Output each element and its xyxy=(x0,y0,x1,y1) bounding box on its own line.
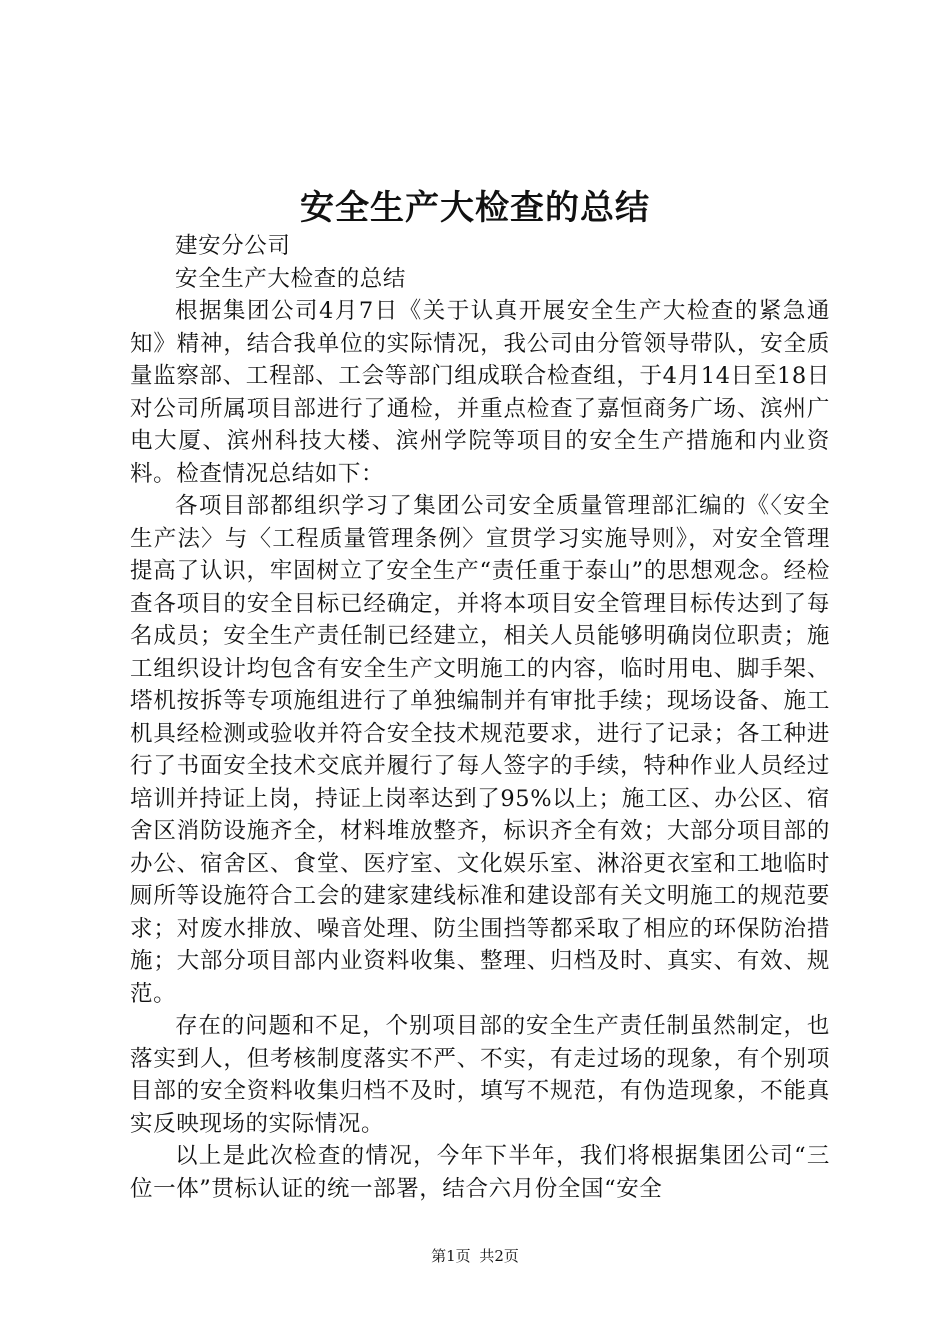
document-title: 安全生产大检查的总结 xyxy=(300,188,650,228)
paragraph-conclusion: 以上是此次检查的情况，今年下半年，我们将根据集团公司“三位一体”贯标认证的统一部署，结合六月份全国“安全 xyxy=(130,1143,830,1202)
document-body xyxy=(130,230,830,1205)
paragraph-subtitle: 安全生产大检查的总结 xyxy=(175,265,407,292)
page-total: 共2页 xyxy=(479,1247,519,1265)
paragraph-department: 建安分公司 xyxy=(175,233,291,259)
page-number: 第1页 xyxy=(431,1247,471,1265)
paragraph-intro: 根据集团公司4月7日《关于认真开展安全生产大检查的紧急通知》精神，结合我单位的实际情况，我公司由分管领导带队，安全质量监察部、工程部、工会等部门组成联合检查组，于4月14日至18日对公司所属项目部进行了通检，并重点检查了嘉恒商务广场、滨州广电大厦、滨州科技大楼、滨州学院等项目的安全生产措施和内业资料。检查情况总结如下： xyxy=(130,298,830,487)
paragraph-problems: 存在的问题和不足，个别项目部的安全生产责任制虽然制定，也落实到人，但考核制度落实不严、不实，有走过场的现象，有个别项目部的安全资料收集归档不及时，填写不规范，有伪造现象，不能真实反映现场的实际情况。 xyxy=(130,1013,830,1137)
page-footer xyxy=(0,1246,950,1266)
paragraph-findings: 各项目部都组织学习了集团公司安全质量管理部汇编的《〈安全生产法〉与〈工程质量管理条例〉宣贯学习实施导则》，对安全管理提高了认识，牢固树立了安全生产“责任重于泰山”的思想观念。经检查各项目的安全目标已经确定，并将本项目安全管理目标传达到了每名成员；安全生产责任制已经建立，相关人员能够明确岗位职责；施工组织设计均包含有安全生产文明施工的内容，临时用电、脚手架、塔机按拆等专项施组进行了单独编制并有审批手续；现场设备、施工机具经检测或验收并符合安全技术规范要求，进行了记录；各工种进行了书面安全技术交底并履行了每人签字的手续，特种作业人员经过培训并持证上岗，持证上岗率达到了95%以上；施工区、办公区、宿舍区消防设施齐全，材料堆放整齐，标识齐全有效；大部分项目部的办公、宿舍区、食堂、医疗室、文化娱乐室、淋浴更衣室和工地临时厕所等设施符合工会的建家建线标准和建设部有关文明施工的规范要求；对废水排放、噪音处理、防尘围挡等都采取了相应的环保防治措施；大部分项目部内业资料收集、整理、归档及时、真实、有效、规范。 xyxy=(130,493,830,1007)
